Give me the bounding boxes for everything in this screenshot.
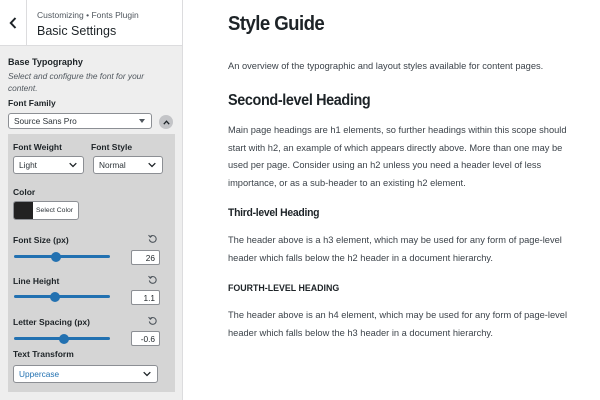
second-level-heading: Second-level Heading	[228, 92, 371, 109]
color-swatch	[14, 202, 33, 219]
caret-down-icon	[139, 119, 145, 123]
line-height-label: Line Height	[13, 276, 60, 286]
font-weight-select[interactable]	[13, 156, 84, 174]
intro-paragraph: An overview of the typographic and layout styles available for content pages.	[228, 61, 544, 71]
back-button[interactable]	[0, 0, 27, 46]
line-height-slider-track[interactable]	[14, 295, 110, 298]
letter-spacing-slider-thumb[interactable]	[59, 334, 69, 344]
font-weight-value: Light	[19, 160, 37, 170]
font-weight-label: Font Weight	[13, 142, 62, 152]
line-height-reset-icon[interactable]	[148, 275, 157, 284]
text-transform-value: Uppercase	[19, 369, 60, 379]
section-title: Base Typography	[8, 57, 83, 67]
third-level-heading: Third-level Heading	[228, 207, 320, 219]
color-label: Color	[13, 187, 36, 197]
font-style-value: Normal	[99, 160, 126, 170]
sidebar-header	[0, 0, 182, 46]
preview-content	[228, 0, 588, 400]
text-transform-label: Text Transform	[13, 349, 74, 359]
font-size-slider-track[interactable]	[14, 255, 110, 258]
h3-paragraph: The header above is a h3 element, which may be used for any form of page-level header which falls below the h2 header in a document hierarchy.	[228, 235, 562, 263]
font-size-label: Font Size (px)	[13, 235, 69, 245]
font-style-select[interactable]	[93, 156, 163, 174]
panel-title: Basic Settings	[37, 24, 117, 38]
text-transform-select[interactable]	[13, 365, 158, 383]
section-description: Select and configure the font for your content.	[8, 71, 145, 93]
font-style-label: Font Style	[91, 142, 133, 152]
font-family-label: Font Family	[8, 98, 56, 108]
line-height-slider-thumb[interactable]	[50, 292, 60, 302]
fourth-level-heading: FOURTH-LEVEL HEADING	[228, 283, 340, 293]
chevron-left-icon	[9, 17, 17, 29]
font-family-value: Source Sans Pro	[14, 116, 77, 126]
page-title: Style Guide	[228, 13, 325, 35]
line-height-input[interactable]: 1.1	[131, 290, 160, 305]
h4-paragraph: The header above is an h4 element, which may be used for any form of page-level header which falls below the h3 header in a document hierarchy.	[228, 310, 568, 338]
font-family-select[interactable]	[8, 113, 152, 129]
customizer-sidebar	[0, 0, 183, 400]
letter-spacing-reset-icon[interactable]	[148, 316, 157, 325]
chevron-down-icon	[69, 163, 77, 168]
select-color-label: Select Color	[36, 207, 74, 214]
letter-spacing-slider-track[interactable]	[14, 337, 110, 340]
font-size-input[interactable]: 26	[131, 250, 160, 265]
font-options-toggle[interactable]	[159, 115, 173, 129]
font-options-panel	[8, 134, 175, 392]
chevron-down-icon	[143, 372, 151, 377]
color-picker-button[interactable]	[13, 201, 79, 220]
letter-spacing-input[interactable]: -0.6	[131, 331, 160, 346]
chevron-down-icon	[148, 163, 156, 168]
chevron-up-icon	[163, 120, 170, 125]
font-size-reset-icon[interactable]	[148, 234, 157, 243]
h2-paragraph: Main page headings are h1 elements, so further headings within this scope should start with h2, an example of which appears directly above. More than one may be used per page. Consider using an h2 unless you need a header level of less importance, or as a sub-header to an existing h2 element.	[228, 125, 567, 188]
breadcrumb: Customizing • Fonts Plugin	[37, 10, 139, 20]
font-size-slider-thumb[interactable]	[51, 252, 61, 262]
letter-spacing-label: Letter Spacing (px)	[13, 317, 90, 327]
